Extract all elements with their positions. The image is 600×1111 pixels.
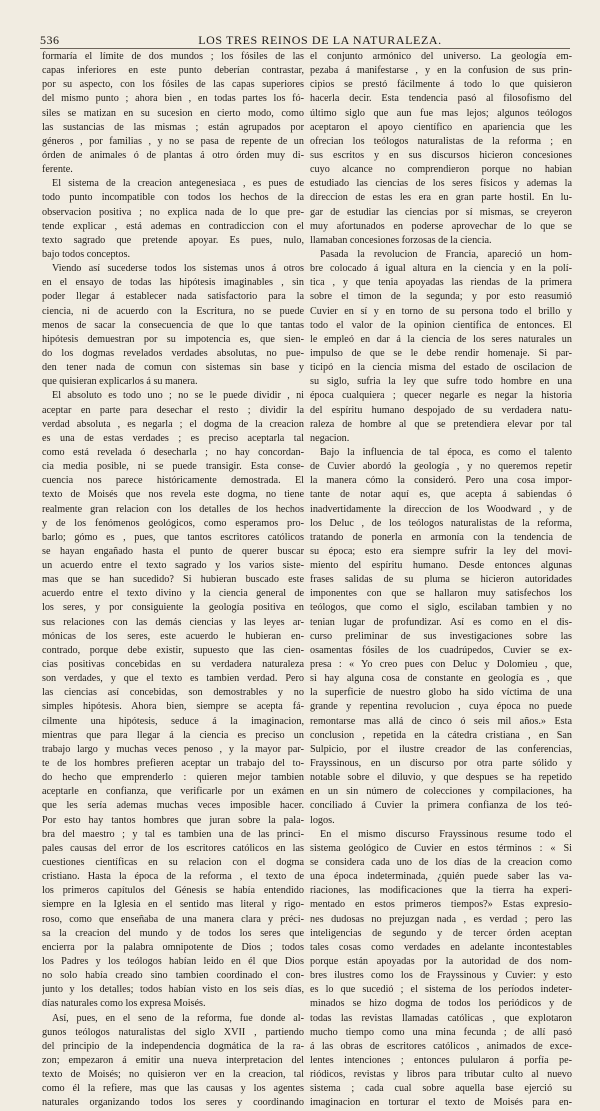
text-line: direccion de estas les era en gran parte hostil. En lu- bbox=[310, 192, 572, 204]
text-line: sobre el timon de la segunda; y por esto reasumió bbox=[310, 291, 572, 303]
text-line: cuencia nos parece históricamente demostrada. El bbox=[42, 475, 304, 487]
text-line: los seres, y por consiguiente la geología positiva en bbox=[42, 602, 304, 614]
text-line: aceptar en parte para desechar el resto ; dividir la bbox=[42, 404, 304, 416]
text-line: bajo todos conceptos. bbox=[42, 248, 130, 260]
text-line: gunos teólogos naturalistas del siglo XVII , partiendo bbox=[42, 1026, 304, 1038]
text-line: remontarse mas allá de cinco ó seis mil años.» Esta bbox=[310, 715, 572, 727]
text-line: mas que se han sucedido? Si hubieran buscado este bbox=[42, 574, 304, 586]
text-line: tante de notar aquí es, que acepta á sabiendas ó bbox=[310, 489, 572, 501]
text-line: como está revelada ó desecharla ; no hay concordan- bbox=[42, 446, 304, 458]
text-line: texto de Moisés que nos revela este dogma, no tiene bbox=[42, 489, 304, 501]
text-line: muy afortunados en poderse aprovechar de lo que se bbox=[310, 220, 572, 232]
text-line: siempre en la Iglesia en el sentido mas literal y rigo- bbox=[42, 899, 304, 911]
text-line: se hayan engañado hasta el punto de querer buscar bbox=[42, 545, 304, 557]
text-line: formaría el límite de dos mundos ; los fósiles de las bbox=[42, 51, 304, 62]
text-line: del mismo punto ; ahora bien , en todas partes los fó- bbox=[42, 93, 304, 105]
text-line: poder llegar á establecer nada satisfactorio para la bbox=[42, 291, 304, 303]
text-line: presa : « Yo creo pues con Deluc y Dolomieu , que, bbox=[310, 659, 572, 671]
text-line: su época; esto era siempre sufrir la ley del movi- bbox=[310, 545, 572, 557]
text-line: es lo que sucedió ; el sistema de los períodos indeter- bbox=[310, 984, 572, 996]
text-line: época cualquiera ; quecer negarle es negar la historia bbox=[310, 390, 572, 402]
text-line: las sustancias de las mismas ; están agrupados por bbox=[42, 121, 304, 133]
text-line: órden de animales ó de plantas á otro órden muy di- bbox=[42, 149, 304, 161]
text-line: por su aspecto, con los fósiles de las capas superiores bbox=[42, 79, 304, 91]
text-line: pezaba á manifestarse , y en la confusion de sus prin- bbox=[310, 65, 572, 77]
text-line: que quisieran explicarlos á su manera. bbox=[42, 376, 198, 388]
text-line: se considera cada uno de los días de la creacion como bbox=[310, 857, 572, 869]
text-line: cuestiones científicas en su relacion con el dogma bbox=[42, 857, 304, 869]
text-line: cipios se prestó fácilmente á todo lo que quisieron bbox=[310, 79, 572, 91]
text-line: Pasada la revolucion de Francia, apareció un hom- bbox=[320, 248, 572, 260]
text-line: de Cuvier abordó la geología , y no queremos repetir bbox=[310, 461, 572, 473]
text-line: estudiado las ciencias de los seres físicos y ademas la bbox=[310, 178, 572, 190]
text-line: en un sin número de colecciones y compilaciones, ha bbox=[310, 786, 572, 798]
text-line: las ciencias así concebidas, son demostrables y no bbox=[42, 687, 304, 699]
text-line: miento del espíritu humano. Desde entonces algunas bbox=[310, 560, 572, 572]
text-line: días naturales como los expresa Moisés. bbox=[42, 998, 206, 1010]
text-line: es una de estas verdades ; es preciso aceptarla tal bbox=[42, 432, 304, 444]
text-line: sistema ; cada cual sobre aquella base ejerció su bbox=[310, 1083, 572, 1095]
text-line: inadvertidamente la direccion de los Woodward , y de bbox=[310, 503, 572, 515]
text-line: la superficie de nuestro globo ha sido víctima de una bbox=[310, 687, 572, 699]
text-line: sus relaciones con las demás ciencias y las leyes ar- bbox=[42, 616, 304, 628]
text-line: En el mismo discurso Frayssinous resume todo el bbox=[320, 828, 572, 840]
text-line: hipótesis demuestran por su impotencia es, que sien- bbox=[42, 333, 304, 345]
text-line: bres ilustres como los de Frayssinous y Cuvier: y esto bbox=[310, 970, 572, 982]
text-line: notable sobre el diluvio, y que despues se ha repetido bbox=[310, 772, 572, 784]
text-line: El absoluto es todo uno ; no se le puede dividir , ni bbox=[52, 390, 304, 402]
text-line: son verdades, y que el texto es tambien verdad. Pero bbox=[42, 673, 304, 685]
text-line: te de los hombres prefieren aceptar un trabajo del to- bbox=[42, 758, 304, 770]
text-line: impulso de que se le debe rendir homenaje. Si par- bbox=[310, 347, 572, 359]
text-line: do hecho que emprenderlo : quieren mejor tambien bbox=[42, 772, 304, 784]
text-line: y de los fenómenos geológicos, como esperamos pro- bbox=[42, 517, 304, 529]
text-line: texto sagrado que pretende apoyar. Es pues, nulo, bbox=[42, 234, 304, 246]
text-line: observacion positiva ; no explica nada de lo que pre- bbox=[42, 206, 304, 218]
text-line: verdad absoluta , es negarla ; el dogma de la creacion bbox=[42, 418, 304, 430]
text-line: aceptarle en confianza, que verificarle por un exámen bbox=[42, 786, 304, 798]
text-line: todas las revistas llamadas católicas , que explotaron bbox=[310, 1012, 572, 1024]
text-line: mentado en estos primeros tiempos?» Estas expresio- bbox=[310, 899, 572, 911]
text-line: lentes intenciones ; entonces pulularon á porfía pe- bbox=[310, 1054, 572, 1066]
text-line: ticipó en la ciencia misma del estado de oscilacion de bbox=[310, 362, 572, 374]
text-line: simples hipótesis. Ahora bien, siempre se acepta fá- bbox=[42, 701, 304, 713]
text-line: teólogos, que como el siglo, escilaban tambien y no bbox=[310, 602, 572, 614]
text-line: naturales organizando todos los seres y coordinando bbox=[42, 1097, 304, 1109]
text-line: Viendo así sucederse todos los sistemas unos á otros bbox=[52, 263, 304, 275]
text-line: en el ensayo de todas las hipótesis imaginables , sin bbox=[42, 277, 304, 289]
text-line: imponentes con que se hallaron muy satisfechos los bbox=[310, 588, 572, 600]
text-line: los primeros capítulos del Génesis se había entendido bbox=[42, 885, 304, 897]
text-line: á las obras de escritores católicos , animados de exce- bbox=[310, 1040, 572, 1052]
text-line: raleza de hombre al que se pretendiera elevar por tal bbox=[310, 418, 572, 430]
text-line: minados se hizo dogma de todos los periódicos y de bbox=[310, 998, 572, 1010]
text-line: del principio de la independencia dogmática de la ra- bbox=[42, 1040, 304, 1052]
text-line: un acuerdo entre el texto sagrado y los varios siste- bbox=[42, 560, 304, 572]
text-line: todo punto incompatible con todos los hechos de la bbox=[42, 192, 304, 204]
text-line: Cuvier en sí y en torno de su persona todo el brillo y bbox=[310, 305, 572, 317]
text-line: El sistema de la creacion antegenesiaca , es pues de bbox=[52, 178, 304, 190]
text-line: una época indeterminada, ¿quién puede saber las va- bbox=[310, 871, 572, 883]
text-line: los Deluc , de los teólogos naturalistas de la reforma, bbox=[310, 517, 572, 529]
text-line: osamentas fósiles de los cuadrúpedos, Cuvier se ex- bbox=[310, 644, 572, 656]
text-line: curso preliminar de sus investigaciones sobre las bbox=[310, 630, 572, 642]
text-line: tales cosas como verdades en adelante incontestables bbox=[310, 941, 572, 953]
text-line: último siglo que aun fue mas lejos; algunos teólogos bbox=[310, 107, 572, 119]
text-line: encierra por la palabra omnipotente de Dios ; todos bbox=[42, 941, 304, 953]
page-number: 536 bbox=[40, 33, 60, 47]
text-line: mucho tiempo como una mina fecunda ; de allí pasó bbox=[310, 1026, 572, 1038]
text-line: nes dudosas no prejuzgan nada , es verdad ; pero las bbox=[310, 913, 572, 925]
text-line: los Padres y los teólogos habían leido en él que Dios bbox=[42, 956, 304, 967]
text-line: gar de estudiar las ciencias por sí mismas, se creyeron bbox=[310, 206, 572, 218]
text-line: cia media posible, ni se puede transigir. Esta conse- bbox=[42, 461, 304, 473]
text-line: que les sería ademas muchas veces imposible hacer. bbox=[42, 800, 304, 812]
text-line: si hay alguna cosa de constante en geología es , que bbox=[310, 673, 572, 685]
text-line: bra del maestro ; y tal es tambien una de las princi- bbox=[42, 828, 304, 840]
text-line: Sulpicio, por el ilustre creador de las conferencias, bbox=[310, 743, 572, 755]
text-line: Bajo la influencia de tal época, es como el talento bbox=[320, 446, 572, 458]
text-line: llamaban concesiones forzosas de la ciencia. bbox=[310, 234, 492, 246]
text-line: conclusion , repetida en la cátedra cristiana , en San bbox=[310, 729, 572, 741]
text-line: Frayssinous, en un discurso por otra parte sólido y bbox=[310, 758, 572, 770]
text-line: como él la refiere, mas que las causas y los agentes bbox=[42, 1083, 304, 1095]
text-line: tica , y que tenia apoyadas las riendas de la primera bbox=[310, 277, 572, 289]
text-line: mónicas de los seres, este acuerdo le hubieran en- bbox=[42, 630, 304, 642]
text-line: do los dogmas revelados verdades absolutas, no pue- bbox=[42, 347, 304, 359]
text-line: den tener nada de comun con sistemas sin base y bbox=[42, 362, 304, 374]
text-line: cuyo alcance no comprendieron porque no habian bbox=[310, 164, 572, 176]
running-title: LOS TRES REINOS DE LA NATURALEZA. bbox=[198, 33, 442, 47]
text-line: roso, como que enseñaba de una manera clara y préci- bbox=[42, 913, 304, 925]
header-rule bbox=[40, 48, 570, 49]
text-line: grande y repentina revolucion , cuya época no puede bbox=[310, 701, 572, 713]
text-line: menos de sacar la consecuencia de que lo que tantas bbox=[42, 319, 304, 331]
text-line: tratando de ponerla en armonía con la tendencia de bbox=[310, 531, 572, 543]
text-line: del espíritu humano despojado de su verdadera natu- bbox=[310, 404, 572, 416]
text-line: contrado, porque debe existir, supuesto que las cien- bbox=[42, 644, 304, 656]
text-line: cias positivas concebidas en su verdadera naturaleza bbox=[42, 659, 304, 671]
text-line: trabajo largo y muchas veces penoso , y la mayor par- bbox=[42, 743, 304, 755]
text-line: aceptaron el apoyo científico en apariencia que les bbox=[310, 121, 572, 133]
text-line: géneros , por familias , y no se pasa de repente de un bbox=[42, 135, 304, 147]
text-line: tenian lugar de profundizar. Así es como en el dis- bbox=[310, 616, 572, 628]
text-line: Así, pues, en el seno de la reforma, fue donde al- bbox=[52, 1012, 304, 1024]
text-line: su siglo, sufria la ley que sufre todo hombre en una bbox=[310, 376, 572, 388]
text-line: mientras que para llegar á la ciencia es preciso un bbox=[42, 729, 304, 741]
text-line: sa la creacion del mundo y de todos los seres que bbox=[42, 927, 304, 939]
text-line: cilmente una hipótesis, seduce á la imaginacion, bbox=[42, 715, 304, 727]
text-line: capas inferiores en este punto deberían contrastar, bbox=[42, 65, 304, 77]
text-line: barlo; gómo es , pues, que tantos escritores católicos bbox=[42, 531, 304, 543]
text-line: Por esto hay tantos hombres que juran sobre la pala- bbox=[42, 814, 304, 826]
text-line: porque están apoyadas por la autoridad de dos nom- bbox=[310, 956, 572, 967]
text-line: ciencia, ni de acuerdo con la Escritura, no se puede bbox=[42, 305, 304, 317]
text-line: la manera cómo la consideró. Pero una cosa impor- bbox=[310, 475, 572, 487]
text-line: zon; empezaron á emitir una nueva interpretacion del bbox=[42, 1054, 304, 1066]
text-line: riódicos, revistas y libros para tributar culto al nuevo bbox=[310, 1069, 572, 1081]
text-line: junto y los detalles; todos habían visto en los seis días, bbox=[42, 984, 304, 996]
text-line: logos. bbox=[310, 814, 335, 826]
left-text-column bbox=[42, 50, 304, 1111]
text-line: tende explicar , está ademas en contradiccion con el bbox=[42, 220, 304, 232]
text-line: negacion. bbox=[310, 432, 350, 444]
text-line: hacerla decir. Esta tendencia pasó al filosofismo del bbox=[310, 93, 572, 105]
text-line: siles se matizan en su sucesion en cierto modo, como bbox=[42, 107, 304, 119]
text-line: texto de Moisés; no quisieron ver en la creacion, tal bbox=[42, 1069, 304, 1081]
text-line: el conjunto armónico del universo. La geología em- bbox=[310, 51, 572, 62]
text-line: inteligencias de segundo y de tercer órden aceptan bbox=[310, 927, 572, 939]
text-line: le empleó en dar á la ciencia de los seres naturales un bbox=[310, 333, 572, 345]
text-line: imaginacion en torturar el texto de Moisés para en- bbox=[310, 1097, 572, 1109]
text-line: no solo había creado sino tambien coordinado el con- bbox=[42, 970, 304, 982]
text-line: acuerdo entre el texto divino y la ciencia general de bbox=[42, 588, 304, 600]
text-line: todo el valor de la opinion científica de entonces. El bbox=[310, 319, 572, 331]
text-line: bre colocado á igual altura en la ciencia y en la polí- bbox=[310, 263, 572, 275]
text-line: realmente gran relacion con los detalles de los hechos bbox=[42, 503, 304, 515]
text-line: riaciones, las modificaciones que la tierra ha experi- bbox=[310, 885, 572, 897]
text-line: frases salidas de su pluma se hicieron autoridades bbox=[310, 574, 572, 586]
right-text-column bbox=[310, 50, 572, 1111]
text-line: sistema geológico de Cuvier en estos términos : « Si bbox=[310, 842, 572, 854]
text-line: ferente. bbox=[42, 164, 73, 176]
text-line: cristiano. Hasta la época de la reforma , el texto de bbox=[42, 871, 304, 883]
text-line: pales causas del error de los escritores católicos en las bbox=[42, 842, 304, 854]
text-line: ofrecian los teólogos naturalistas de la reforma ; en bbox=[310, 135, 572, 147]
text-line: sus escritos y en sus discursos hicieron concesiones bbox=[310, 149, 572, 161]
text-line: conciliado á Cuvier la primera confianza de los teó- bbox=[310, 800, 572, 812]
